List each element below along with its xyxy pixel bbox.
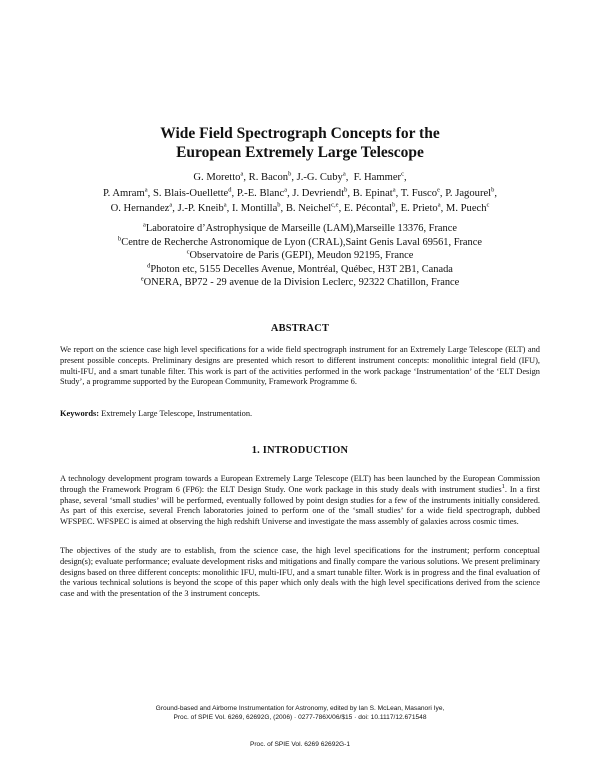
author-affiliation-mark: c	[486, 201, 490, 209]
author-affiliation-mark: a	[284, 185, 288, 193]
intro-p1-text-b: . In a first phase, several ‘small studies’ will be performed, eventually followed by point design studies for a few of the instruments initially considered. As part of this exercise, several French laboratories joined to perform one of the ‘small studies’ for a wide field spectrograph, dubbed WFSPEC. WFSPEC is aimed at observing the high redshift Universe and investigate the mass assembly of galaxies across cosmic times.	[60, 484, 541, 527]
author-separator: ,	[494, 187, 498, 199]
author-name: T. Fusco	[400, 187, 438, 199]
keywords-text: Extremely Large Telescope, Instrumentation.	[99, 409, 253, 418]
author-affiliation-mark: e	[437, 185, 440, 193]
author-separator: ,	[280, 203, 286, 214]
abstract-heading: ABSTRACT	[270, 323, 330, 334]
author-line	[40, 186, 560, 202]
author-name: P. Jagourel	[445, 187, 492, 199]
keywords	[60, 409, 540, 420]
author-name: J.-P. Kneib	[177, 203, 224, 214]
affiliation-mark: d	[147, 262, 151, 270]
author-separator: ,	[439, 187, 446, 199]
author-separator: ,	[172, 203, 178, 214]
author-separator: ,	[226, 203, 232, 214]
author-separator: ,	[287, 187, 293, 199]
author-affiliation-mark: b	[392, 201, 396, 209]
author-affiliation-mark: a	[392, 185, 396, 193]
author-affiliation-mark: a	[342, 170, 346, 178]
author-affiliation-mark: b	[491, 185, 495, 193]
author-name: I. Montilla	[231, 203, 278, 214]
affiliation	[40, 222, 560, 236]
affiliation	[40, 276, 560, 290]
affiliation-list	[40, 222, 560, 290]
author-affiliation-mark: a	[223, 201, 227, 209]
author-name: R. Bacon	[248, 172, 289, 183]
affiliation-mark: e	[140, 275, 144, 283]
author-name: G. Moretto	[193, 172, 241, 183]
author-separator: ,	[440, 203, 446, 214]
author-name: J. Devriendt	[292, 187, 345, 199]
author-separator: ,	[291, 172, 297, 183]
author-line	[40, 201, 560, 217]
author-affiliation-mark: b	[344, 185, 348, 193]
intro-paragraph-1	[60, 474, 540, 528]
author-name: P.-E. Blanc	[236, 187, 285, 199]
proceedings-footnote	[60, 704, 540, 722]
author-affiliation-mark: a	[437, 201, 441, 209]
affiliation-text: Centre de Recherche Astronomique de Lyon (CRAL),Saint Genis Laval 69561, France	[121, 236, 482, 248]
author-separator: ,	[231, 187, 237, 199]
author-affiliation-mark: a	[169, 201, 173, 209]
intro-paragraph-2: The objectives of the study are to establish, from the science case, the high level specifications for the instrument; perform conceptual design(s); evaluate performance; evaluate development risks and mitigations and finally compare the various solutions. We present preliminary designs based on three different concepts: monolithic IFU, multi-IFU, and a smart tunable filter. Work is in progress and the final evaluation of the various technical solutions is beyond the scope of this paper which only deals with the high level specifications derived from the science case and with the presentation of the 3 instrument concepts.	[60, 546, 540, 599]
paper-title	[0, 124, 600, 162]
page-footer: Proc. of SPIE Vol. 6269 62692G-1	[249, 741, 351, 748]
affiliation-mark: c	[186, 248, 190, 256]
title-line-1: Wide Field Spectrograph Concepts for the	[160, 125, 440, 142]
affiliation-mark: b	[118, 235, 122, 243]
affiliation	[40, 236, 560, 250]
author-list	[40, 170, 560, 217]
author-separator: ,	[403, 172, 407, 183]
author-name: E. Prieto	[400, 203, 438, 214]
introduction-heading: 1. INTRODUCTION	[251, 445, 349, 456]
author-line	[40, 170, 560, 186]
author-name: O. Hernandez	[110, 203, 170, 214]
affiliation-text: Laboratoire d’Astrophysique de Marseille (LAM),Marseille 13376, France	[145, 223, 457, 234]
intro-p1-text-a: A technology development program towards a European Extremely Large Telescope (ELT) has been launched by the European Commission through the Framework Program 6 (FP6): the ELT Design Study. One work package in this study deals with instrument studies	[60, 474, 540, 494]
author-name: S. Blais-Ouellette	[152, 187, 229, 199]
author-affiliation-mark: c,e	[331, 201, 339, 209]
affiliation	[40, 249, 560, 263]
author-separator: ,	[395, 203, 401, 214]
author-separator: ,	[347, 187, 353, 199]
footnote-ref: 1	[501, 483, 505, 490]
author-name: F. Hammer	[353, 172, 402, 183]
author-name: B. Neichel	[285, 203, 332, 214]
author-affiliation-mark: b	[277, 201, 281, 209]
author-separator: ,	[395, 187, 401, 199]
author-name: E. Pécontal	[343, 203, 393, 214]
author-name: P. Amram	[102, 187, 145, 199]
keywords-label: Keywords:	[60, 409, 100, 418]
affiliation-text: ONERA, BP72 - 29 avenue de la Division Leclerc, 92322 Chatillon, France	[143, 277, 460, 288]
affiliation	[40, 263, 560, 277]
author-name: J.-G. Cuby	[296, 172, 343, 183]
author-affiliation-mark: b	[288, 170, 292, 178]
affiliation-mark: a	[143, 221, 146, 229]
author-name: M. Puech	[445, 203, 487, 214]
author-affiliation-mark: a	[144, 185, 148, 193]
author-separator: ,	[147, 187, 153, 199]
footnote-line-2: Proc. of SPIE Vol. 6269, 62692G, (2006) · 0277-786X/06/$15 · doi: 10.1117/12.671548	[173, 714, 427, 721]
affiliation-text: Photon etc, 5155 Decelles Avenue, Montréal, Québec, H3T 2B1, Canada	[150, 263, 453, 275]
footnote-line-1: Ground-based and Airborne Instrumentation for Astronomy, edited by Ian S. McLean, Masanori Iye,	[155, 705, 445, 712]
author-affiliation-mark: a	[240, 170, 244, 178]
author-affiliation-mark: c	[401, 170, 404, 178]
author-separator: ,	[338, 203, 344, 214]
author-affiliation-mark: d	[228, 185, 232, 193]
abstract-text: We report on the science case high level specifications for a wide field spectrograph instrument for an Extremely Large Telescope (ELT) and present possible concepts. Preliminary designs are presented which resort to different instrument concepts: monolithic integral field (IFU), multi-IFU, and a smart tunable filter. This work is part of the activities performed in the work package ‘Instrumentation’ of the ‘ELT Design Study’, a programme supported by the European Community, Framework Programme 6.	[60, 345, 540, 387]
affiliation-text: Observatoire de Paris (GEPI), Meudon 92195, France	[189, 250, 414, 261]
title-line-2: European Extremely Large Telescope	[176, 144, 424, 161]
author-name: B. Epinat	[352, 187, 393, 199]
author-separator: ,	[345, 172, 354, 183]
author-separator: ,	[243, 172, 249, 183]
